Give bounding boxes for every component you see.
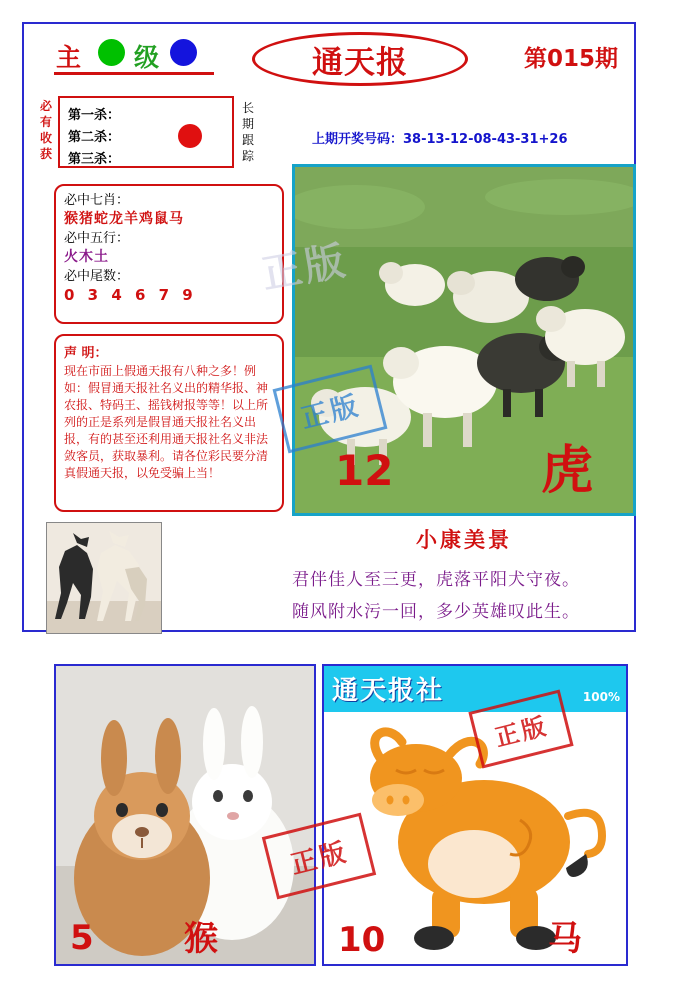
element-label: 必中五行： xyxy=(64,231,130,246)
bottom-right-panel xyxy=(322,664,628,966)
statement-title: 声 明： xyxy=(64,346,108,361)
zodiac-label: 必中七肖： xyxy=(64,193,130,208)
verse-line-1: 君伴佳人至三更，虎落平阳犬守夜。 xyxy=(292,570,580,590)
bottom-right-banner-sub: 100% xyxy=(582,690,620,704)
green-dot-icon xyxy=(98,39,125,66)
kill-row-3: 第三杀： xyxy=(68,152,121,167)
issue-number: 第015期 xyxy=(524,46,619,72)
bottom-left-word: 猴 xyxy=(184,919,218,959)
right-vertical-text: 长期跟踪 xyxy=(241,101,254,163)
bottom-right-number: 10 xyxy=(338,920,386,960)
photo-number: 12 xyxy=(335,446,394,495)
horses-photo xyxy=(46,522,162,634)
masthead xyxy=(24,24,634,86)
logo-char-2: 级 xyxy=(134,43,160,72)
bottom-right-word: 马 xyxy=(548,919,582,959)
page-title xyxy=(252,32,468,86)
photo-caption: 小康美景 xyxy=(416,528,512,552)
kill-row-1: 第一杀： xyxy=(68,108,121,123)
page-title-text: 通天报 xyxy=(312,44,408,81)
watermark-stamp-bottom-left: 正版 xyxy=(262,813,376,900)
element-values: 火木土 xyxy=(64,249,109,265)
watermark-stamp-top: 正版 xyxy=(273,365,388,454)
zodiac-values: 猴猪蛇龙羊鸡鼠马 xyxy=(64,211,184,227)
logo-char-1: 主 xyxy=(56,43,82,72)
statement-box xyxy=(54,334,284,512)
left-vertical-text: 必有收获 xyxy=(39,99,52,161)
draw-result-line: 上期开奖号码：38-13-12-08-43-31+26 xyxy=(312,132,568,147)
logo-zone xyxy=(48,36,238,78)
tail-label: 必中尾数： xyxy=(64,269,130,284)
top-panel xyxy=(22,22,636,632)
kill-box xyxy=(58,96,234,168)
bottom-right-banner-text: 通天报社 xyxy=(332,676,445,706)
statement-text: 现在市面上假通天报有八种之多！例如：假冒通天报社名义出的精华报、神农报、特码王、摇钱树报等等！以上所列的正是系列是假冒通天报社名义出报，有的甚至还利用通天报社名义非法敛客员，获取暴利。请各位彩民要分清真假通天报，以免受骗上当！ xyxy=(64,364,269,480)
red-dot-icon xyxy=(178,124,202,148)
horses-image xyxy=(47,523,161,633)
photo-word: 虎 xyxy=(540,441,593,501)
bottom-left-panel xyxy=(54,664,316,966)
tail-values: 0 3 4 6 7 9 xyxy=(64,286,197,304)
watermark-stamp-ghost: 正版 xyxy=(258,237,351,298)
watermark-stamp-bottom-right: 正版 xyxy=(468,689,573,768)
bottom-left-number: 5 xyxy=(70,918,94,958)
kill-row-2: 第二杀： xyxy=(68,130,121,145)
blue-dot-icon xyxy=(170,39,197,66)
bottom-right-banner xyxy=(324,666,626,712)
verse-block xyxy=(292,564,640,628)
verse-line-2: 随风附水污一回，多少英雄叹此生。 xyxy=(292,602,580,622)
logo-underline xyxy=(54,72,214,75)
